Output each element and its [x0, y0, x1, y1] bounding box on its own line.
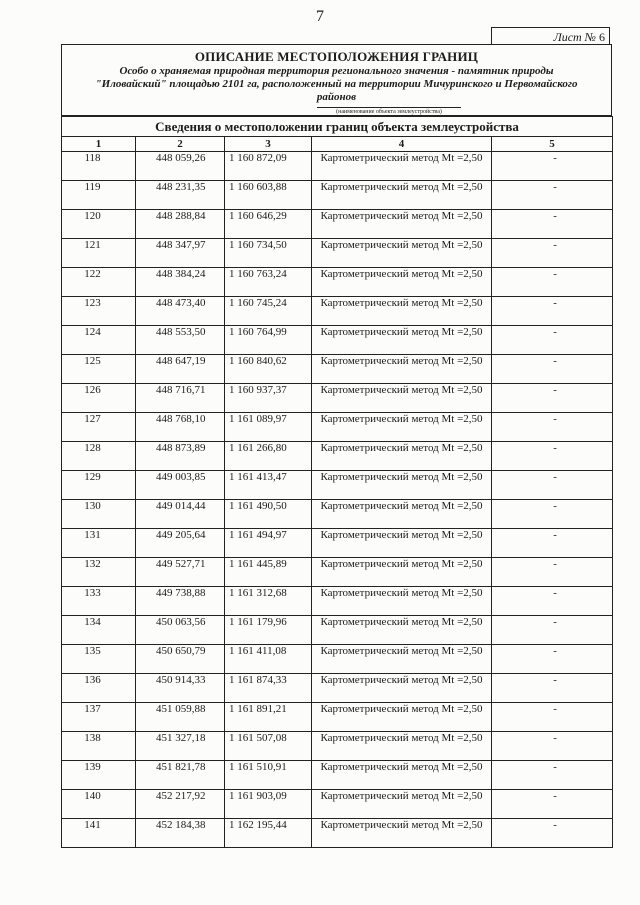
note-cell: -	[492, 239, 613, 268]
table-row	[62, 674, 613, 703]
y-coordinate: 1 160 603,88	[225, 181, 312, 210]
method-description: Картометрический метод Mt =2,50	[312, 500, 492, 529]
point-number: 139	[62, 761, 136, 790]
document-header	[61, 44, 612, 116]
method-description: Картометрический метод Mt =2,50	[312, 819, 492, 848]
x-coordinate: 449 205,64	[136, 529, 225, 558]
x-coordinate: 452 217,92	[136, 790, 225, 819]
table-section-header	[62, 117, 613, 137]
method-description: Картометрический метод Mt =2,50	[312, 587, 492, 616]
point-number: 128	[62, 442, 136, 471]
point-number: 125	[62, 355, 136, 384]
x-coordinate: 451 327,18	[136, 732, 225, 761]
table-row	[62, 558, 613, 587]
y-coordinate: 1 162 195,44	[225, 819, 312, 848]
document-title: ОПИСАНИЕ МЕСТОПОЛОЖЕНИЯ ГРАНИЦ	[194, 49, 479, 64]
table-row	[62, 355, 613, 384]
point-number: 138	[62, 732, 136, 761]
point-number: 124	[62, 326, 136, 355]
method-description: Картометрический метод Mt =2,50	[312, 210, 492, 239]
method-description: Картометрический метод Mt =2,50	[312, 558, 492, 587]
y-coordinate: 1 160 764,99	[225, 326, 312, 355]
x-coordinate: 448 873,89	[136, 442, 225, 471]
x-coordinate: 448 288,84	[136, 210, 225, 239]
table-row	[62, 442, 613, 471]
column-number: 5	[492, 137, 613, 152]
x-coordinate: 451 059,88	[136, 703, 225, 732]
point-number: 126	[62, 384, 136, 413]
note-cell: -	[492, 471, 613, 500]
y-coordinate: 1 161 266,80	[225, 442, 312, 471]
point-number: 130	[62, 500, 136, 529]
point-number: 129	[62, 471, 136, 500]
y-coordinate: 1 161 494,97	[225, 529, 312, 558]
method-description: Картометрический метод Mt =2,50	[312, 297, 492, 326]
note-cell: -	[492, 645, 613, 674]
point-number: 118	[62, 152, 136, 181]
note-cell: -	[492, 529, 613, 558]
note-cell: -	[492, 268, 613, 297]
method-description: Картометрический метод Mt =2,50	[312, 529, 492, 558]
x-coordinate: 448 231,35	[136, 181, 225, 210]
method-description: Картометрический метод Mt =2,50	[312, 471, 492, 500]
note-cell: -	[492, 558, 613, 587]
y-coordinate: 1 160 763,24	[225, 268, 312, 297]
table-row	[62, 761, 613, 790]
table-row	[62, 790, 613, 819]
x-coordinate: 449 527,71	[136, 558, 225, 587]
method-description: Картометрический метод Mt =2,50	[312, 384, 492, 413]
y-coordinate: 1 160 745,24	[225, 297, 312, 326]
method-description: Картометрический метод Mt =2,50	[312, 326, 492, 355]
point-number: 120	[62, 210, 136, 239]
table-row	[62, 326, 613, 355]
y-coordinate: 1 161 891,21	[225, 703, 312, 732]
note-cell: -	[492, 790, 613, 819]
document-subtitle: Особо о храняемая природная территория регионального значения - памятник природы "Иловайский" площадью 2101 га, расположенный на территории Мичуринского и Первомайского районов	[95, 65, 578, 103]
note-cell: -	[492, 297, 613, 326]
y-coordinate: 1 161 413,47	[225, 471, 312, 500]
point-number: 137	[62, 703, 136, 732]
method-description: Картометрический метод Mt =2,50	[312, 442, 492, 471]
note-cell: -	[492, 732, 613, 761]
method-description: Картометрический метод Mt =2,50	[312, 790, 492, 819]
coordinates-table	[61, 116, 613, 848]
sheet-number: 6	[599, 30, 605, 44]
y-coordinate: 1 161 411,08	[225, 645, 312, 674]
note-cell: -	[492, 181, 613, 210]
point-number: 133	[62, 587, 136, 616]
note-cell: -	[492, 674, 613, 703]
table-row	[62, 819, 613, 848]
y-coordinate: 1 161 089,97	[225, 413, 312, 442]
point-number: 122	[62, 268, 136, 297]
y-coordinate: 1 161 490,50	[225, 500, 312, 529]
method-description: Картометрический метод Mt =2,50	[312, 152, 492, 181]
y-coordinate: 1 161 179,96	[225, 616, 312, 645]
sheet-label	[491, 27, 610, 45]
point-number: 136	[62, 674, 136, 703]
table-row	[62, 297, 613, 326]
note-cell: -	[492, 761, 613, 790]
table-row	[62, 529, 613, 558]
x-coordinate: 450 063,56	[136, 616, 225, 645]
y-coordinate: 1 161 507,08	[225, 732, 312, 761]
method-description: Картометрический метод Mt =2,50	[312, 239, 492, 268]
method-description: Картометрический метод Mt =2,50	[312, 732, 492, 761]
table-row	[62, 500, 613, 529]
point-number: 121	[62, 239, 136, 268]
point-number: 141	[62, 819, 136, 848]
y-coordinate: 1 161 874,33	[225, 674, 312, 703]
table-row	[62, 239, 613, 268]
note-cell: -	[492, 587, 613, 616]
section-title: Сведения о местоположении границ объекта землеустройства	[62, 117, 613, 137]
column-number: 1	[62, 137, 136, 152]
table-row	[62, 616, 613, 645]
method-description: Картометрический метод Mt =2,50	[312, 413, 492, 442]
table-row	[62, 384, 613, 413]
note-cell: -	[492, 500, 613, 529]
note-cell: -	[492, 152, 613, 181]
x-coordinate: 448 059,26	[136, 152, 225, 181]
y-coordinate: 1 160 840,62	[225, 355, 312, 384]
y-coordinate: 1 160 937,37	[225, 384, 312, 413]
point-number: 132	[62, 558, 136, 587]
column-number: 4	[312, 137, 492, 152]
table-row	[62, 268, 613, 297]
point-number: 140	[62, 790, 136, 819]
x-coordinate: 448 473,40	[136, 297, 225, 326]
x-coordinate: 449 738,88	[136, 587, 225, 616]
point-number: 123	[62, 297, 136, 326]
y-coordinate: 1 161 510,91	[225, 761, 312, 790]
x-coordinate: 448 384,24	[136, 268, 225, 297]
table-row	[62, 210, 613, 239]
method-description: Картометрический метод Mt =2,50	[312, 703, 492, 732]
note-cell: -	[492, 703, 613, 732]
method-description: Картометрический метод Mt =2,50	[312, 181, 492, 210]
column-number-row	[62, 137, 613, 152]
table-row	[62, 413, 613, 442]
y-coordinate: 1 161 903,09	[225, 790, 312, 819]
method-description: Картометрический метод Mt =2,50	[312, 616, 492, 645]
table-row	[62, 732, 613, 761]
table-row	[62, 703, 613, 732]
column-number: 3	[225, 137, 312, 152]
note-cell: -	[492, 616, 613, 645]
point-number: 119	[62, 181, 136, 210]
note-cell: -	[492, 326, 613, 355]
y-coordinate: 1 161 312,68	[225, 587, 312, 616]
note-cell: -	[492, 442, 613, 471]
method-description: Картометрический метод Mt =2,50	[312, 268, 492, 297]
x-coordinate: 448 347,97	[136, 239, 225, 268]
x-coordinate: 450 914,33	[136, 674, 225, 703]
table-row	[62, 181, 613, 210]
point-number: 127	[62, 413, 136, 442]
note-cell: -	[492, 819, 613, 848]
page-number: 7	[316, 8, 324, 25]
x-coordinate: 451 821,78	[136, 761, 225, 790]
table-body	[62, 152, 613, 848]
x-coordinate: 449 003,85	[136, 471, 225, 500]
sheet-label-text: Лист №	[553, 30, 596, 44]
y-coordinate: 1 160 734,50	[225, 239, 312, 268]
note-cell: -	[492, 355, 613, 384]
table-row	[62, 645, 613, 674]
method-description: Картометрический метод Mt =2,50	[312, 355, 492, 384]
x-coordinate: 449 014,44	[136, 500, 225, 529]
point-number: 135	[62, 645, 136, 674]
column-number: 2	[136, 137, 225, 152]
table-row	[62, 152, 613, 181]
y-coordinate: 1 161 445,89	[225, 558, 312, 587]
table-row	[62, 587, 613, 616]
method-description: Картометрический метод Mt =2,50	[312, 674, 492, 703]
method-description: Картометрический метод Mt =2,50	[312, 645, 492, 674]
x-coordinate: 452 184,38	[136, 819, 225, 848]
x-coordinate: 450 650,79	[136, 645, 225, 674]
x-coordinate: 448 768,10	[136, 413, 225, 442]
x-coordinate: 448 647,19	[136, 355, 225, 384]
note-cell: -	[492, 413, 613, 442]
method-description: Картометрический метод Mt =2,50	[312, 761, 492, 790]
y-coordinate: 1 160 872,09	[225, 152, 312, 181]
y-coordinate: 1 160 646,29	[225, 210, 312, 239]
object-name-caption: (наименование объекта землеустройства)	[317, 107, 461, 116]
point-number: 131	[62, 529, 136, 558]
x-coordinate: 448 716,71	[136, 384, 225, 413]
table-row	[62, 471, 613, 500]
point-number: 134	[62, 616, 136, 645]
x-coordinate: 448 553,50	[136, 326, 225, 355]
note-cell: -	[492, 384, 613, 413]
note-cell: -	[492, 210, 613, 239]
